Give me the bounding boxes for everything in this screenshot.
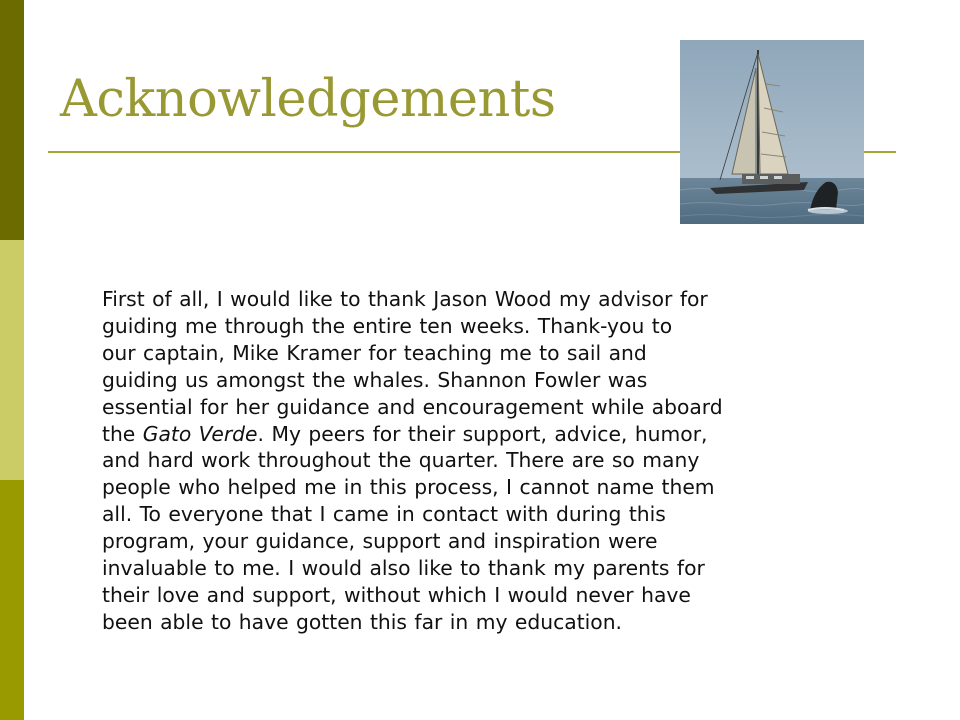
sailboat-whale-photo: [680, 40, 864, 224]
slide-title: Acknowledgements: [60, 70, 556, 129]
acknowledgements-body: [102, 286, 922, 636]
vessel-name: Gato Verde: [142, 421, 258, 446]
sidebar-accent-top: [0, 0, 24, 240]
sidebar-accent-bottom: [0, 480, 24, 720]
body-text-part-2: . My peers for their support, advice, humor, and hard work throughout the quarter. There are so many people who helped me in this process, I cannot name them all. To everyone that I came in contact with during this program, your guidance, support and inspiration were invaluable to me. I would also like to thank my parents for their love and support, without which I would never have been able to have gotten this far in my education.: [102, 421, 715, 634]
body-text-part-1: First of all, I would like to thank Jason Wood my advisor for guiding me through the entire ten weeks. Thank-you to our captain, Mike Kramer for teaching me to sail and guiding us amongst the whales. Shannon Fowler was essential for her guidance and encouragement while aboard the: [102, 287, 723, 446]
sidebar-accent-middle: [0, 240, 24, 480]
